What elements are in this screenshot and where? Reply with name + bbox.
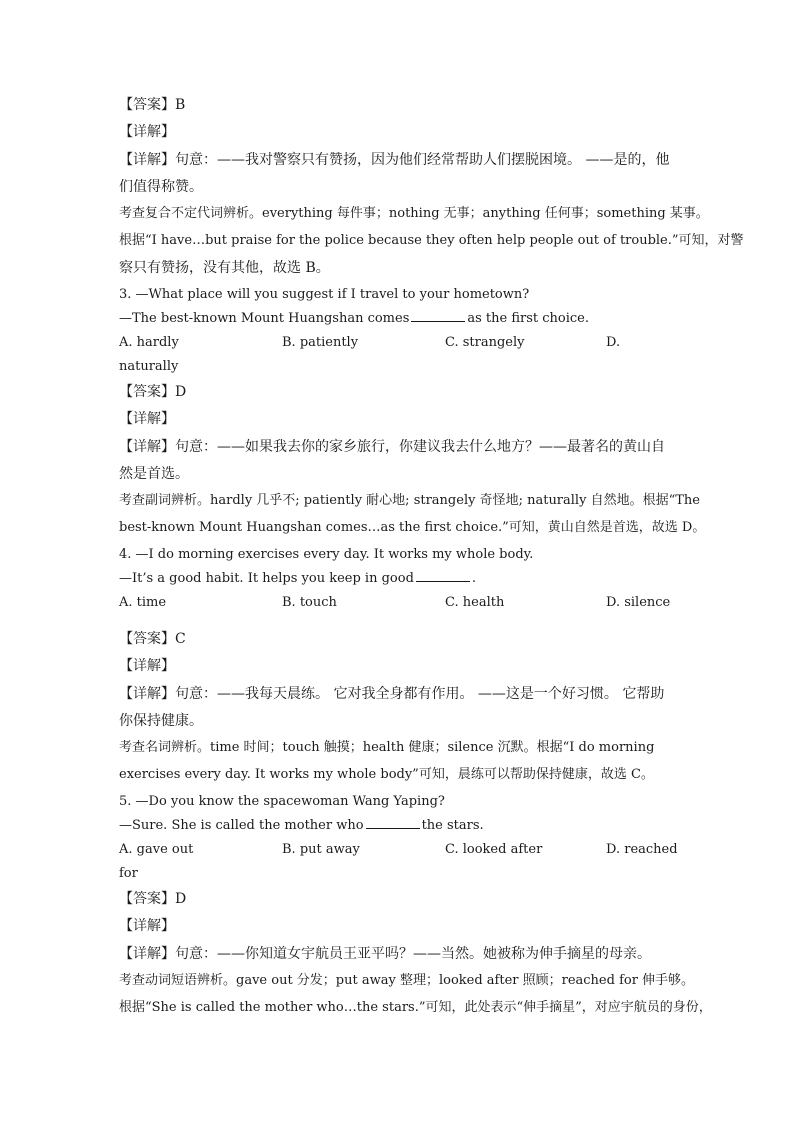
option-c: C. strangely xyxy=(445,335,525,350)
answer-label: 【答案】D xyxy=(119,891,187,907)
response-after: as the first choice. xyxy=(467,311,590,326)
question-text: 5. —Do you know the spacewoman Wang Yaping? xyxy=(119,794,445,809)
option-d: D. reached xyxy=(606,842,678,857)
detail-text: 【详解】句意：——我每天晨练。 它对我全身都有作用。 ——这是一个好习惯。 它帮助 xyxy=(119,686,665,702)
answer-blank xyxy=(416,570,470,582)
option-b: B. patiently xyxy=(282,335,359,350)
analysis-text: 根据“She is called the mother who…the stars.”可知，此处表示“伸手摘星”，对应宇航员的身份， xyxy=(119,1000,712,1015)
detail-text: 然是首选。 xyxy=(119,466,189,482)
option-a: A. hardly xyxy=(119,335,179,350)
detail-heading: 【详解】 xyxy=(119,411,175,427)
detail-text: 【详解】句意：——如果我去你的家乡旅行，你建议我去什么地方？——最著名的黄山自 xyxy=(119,439,665,455)
answer-blank xyxy=(411,310,465,322)
response-before: —Sure. She is called the mother who xyxy=(119,818,364,833)
question-text: 4. —I do morning exercises every day. It works my whole body. xyxy=(119,547,534,562)
answer-blank xyxy=(366,817,420,829)
answer-label: 【答案】D xyxy=(119,384,187,400)
detail-heading: 【详解】 xyxy=(119,658,175,674)
question-response xyxy=(119,569,476,589)
option-d-continued: naturally xyxy=(119,359,179,374)
detail-heading: 【详解】 xyxy=(119,918,175,934)
option-d: D. silence xyxy=(606,595,671,610)
analysis-text: 考查副词辨析。hardly 几乎不; patiently 耐心地; strangely 奇怪地; naturally 自然地。根据“The xyxy=(119,493,700,508)
analysis-text: exercises every day. It works my whole body”可知，晨练可以帮助保持健康，故选 C。 xyxy=(119,767,654,782)
question-response xyxy=(119,816,484,836)
analysis-text: 察只有赞扬，没有其他，故选 B。 xyxy=(119,260,330,276)
option-a: A. time xyxy=(119,595,167,610)
response-before: —The best-known Mount Huangshan comes xyxy=(119,311,410,326)
option-d: D. xyxy=(606,335,621,350)
response-before: —It’s a good habit. It helps you keep in good xyxy=(119,571,414,586)
analysis-text: 考查动词短语辨析。gave out 分发；put away 整理；looked after 照顾；reached for 伸手够。 xyxy=(119,973,695,988)
detail-text: 【详解】句意：——我对警察只有赞扬，因为他们经常帮助人们摆脱困境。 ——是的，他 xyxy=(119,152,670,168)
option-a: A. gave out xyxy=(119,842,194,857)
question-response xyxy=(119,309,589,329)
response-after: . xyxy=(471,571,477,586)
detail-heading: 【详解】 xyxy=(119,124,175,140)
detail-text: 你保持健康。 xyxy=(119,713,203,729)
detail-text: 【详解】句意：——你知道女宇航员王亚平吗？——当然。她被称为伸手摘星的母亲。 xyxy=(119,946,651,962)
option-c: C. health xyxy=(445,595,505,610)
detail-text: 们值得称赞。 xyxy=(119,179,203,195)
answer-label: 【答案】B xyxy=(119,97,186,113)
option-b: B. touch xyxy=(282,595,337,610)
analysis-text: 考查复合不定代词辨析。everything 每件事；nothing 无事；anything 任何事；something 某事。 xyxy=(119,206,709,221)
question-text: 3. —What place will you suggest if I travel to your hometown? xyxy=(119,287,530,302)
answer-label: 【答案】C xyxy=(119,631,186,647)
option-b: B. put away xyxy=(282,842,360,857)
option-d-continued: for xyxy=(119,866,138,881)
analysis-text: best-known Mount Huangshan comes…as the first choice.”可知，黄山自然是首选，故选 D。 xyxy=(119,520,706,535)
analysis-text: 考查名词辨析。time 时间；touch 触摸；health 健康；silence 沉默。根据“I do morning xyxy=(119,740,655,755)
option-c: C. looked after xyxy=(445,842,543,857)
response-after: the stars. xyxy=(421,818,484,833)
analysis-text: 根据“I have…but praise for the police because they often help people out of trouble.”可知，对警 xyxy=(119,233,744,248)
